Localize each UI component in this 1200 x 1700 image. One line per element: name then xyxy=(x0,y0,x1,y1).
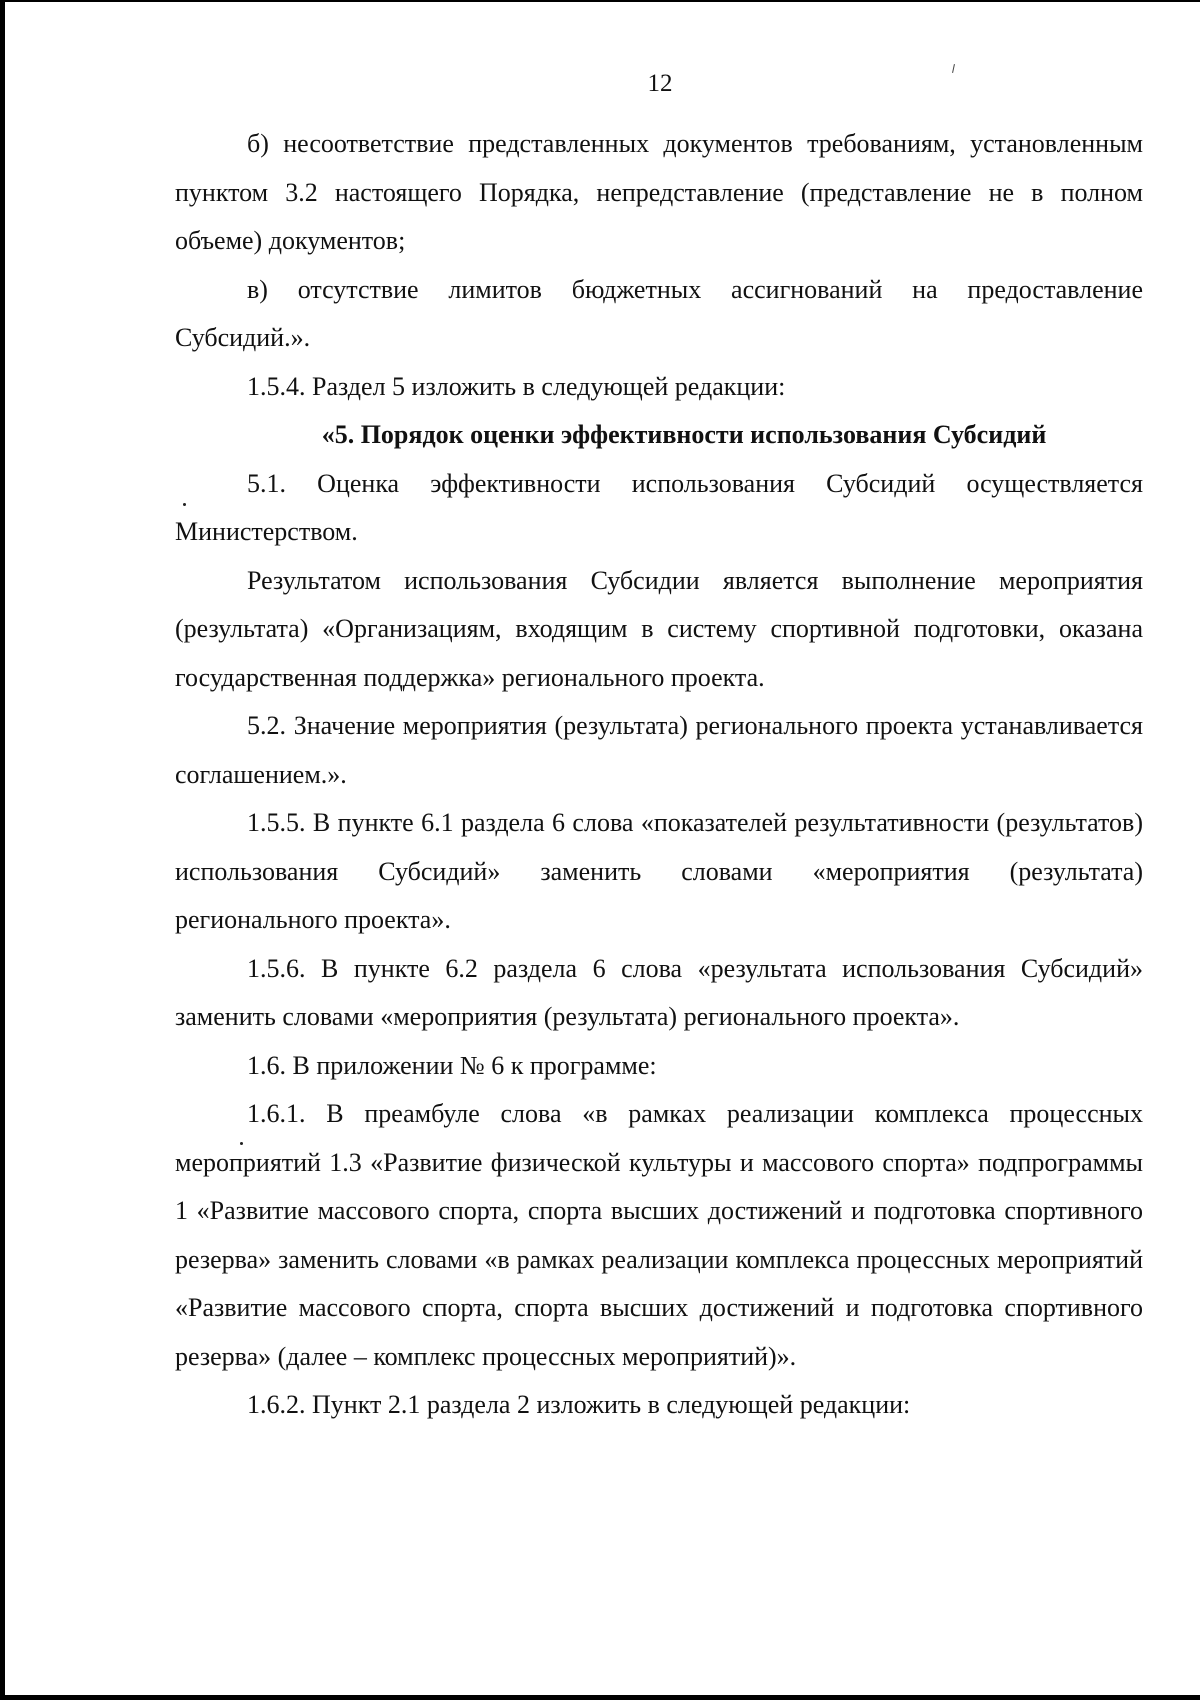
paragraph-1-6-2: 1.6.2. Пункт 2.1 раздела 2 изложить в следующей редакции: xyxy=(247,1390,911,1419)
paragraph-1-6-1: 1.6.1. В преамбуле слова «в рамках реализации комплекса процессных мероприятий 1.3 «Развитие физической культуры и массового спорта» подпрограммы 1 «Развитие массового спорта, спорта высших достижений и подготовка спортивного резерва» заменить словами «в рамках реализации комплекса процессных мероприятий «Развитие массового спорта, спорта высших достижений и подготовка спортивного резерва» (далее – комплекс процессных мероприятий)». xyxy=(175,1099,1143,1371)
paragraph-5-1: 5.1. Оценка эффективности использования Субсидий осуществляется Министерством. xyxy=(175,468,1143,546)
paragraph-v: в) отсутствие лимитов бюджетных ассигнований на предоставление Субсидий.». xyxy=(175,274,1143,352)
scan-border-left xyxy=(0,0,5,1700)
scan-border-top xyxy=(0,0,1200,2)
paragraph-1-5-4: 1.5.4. Раздел 5 изложить в следующей редакции: xyxy=(247,371,786,401)
section-heading: «5. Порядок оценки эффективности использования Субсидий xyxy=(321,420,1047,449)
scan-border-bottom xyxy=(0,1695,1200,1700)
paragraph-result: Результатом использования Субсидии является выполнение мероприятия (результата) «Организациям, входящим в систему спортивной подготовки, оказана государственная поддержка» регионального проекта. xyxy=(175,565,1143,692)
paragraph-5-2: 5.2. Значение мероприятия (результата) регионального проекта устанавливается соглашением.». xyxy=(175,711,1143,789)
paragraph-1-5-5: 1.5.5. В пункте 6.1 раздела 6 слова «показателей результативности (результатов) использования Субсидий» заменить словами «мероприятия (результата) регионального проекта». xyxy=(175,808,1143,934)
paragraph-1-5-6: 1.5.6. В пункте 6.2 раздела 6 слова «результата использования Субсидий» заменить словами «мероприятия (результата) регионального проекта». xyxy=(175,953,1143,1031)
document-body xyxy=(175,120,1143,1430)
paragraph-b: б) несоответствие представленных документов требованиям, установленным пунктом 3.2 настоящего Порядка, непредставление (представление не в полном объеме) документов; xyxy=(175,129,1143,255)
paragraph-1-6: 1.6. В приложении № 6 к программе: xyxy=(247,1050,657,1080)
page-number: 12 xyxy=(647,70,673,97)
